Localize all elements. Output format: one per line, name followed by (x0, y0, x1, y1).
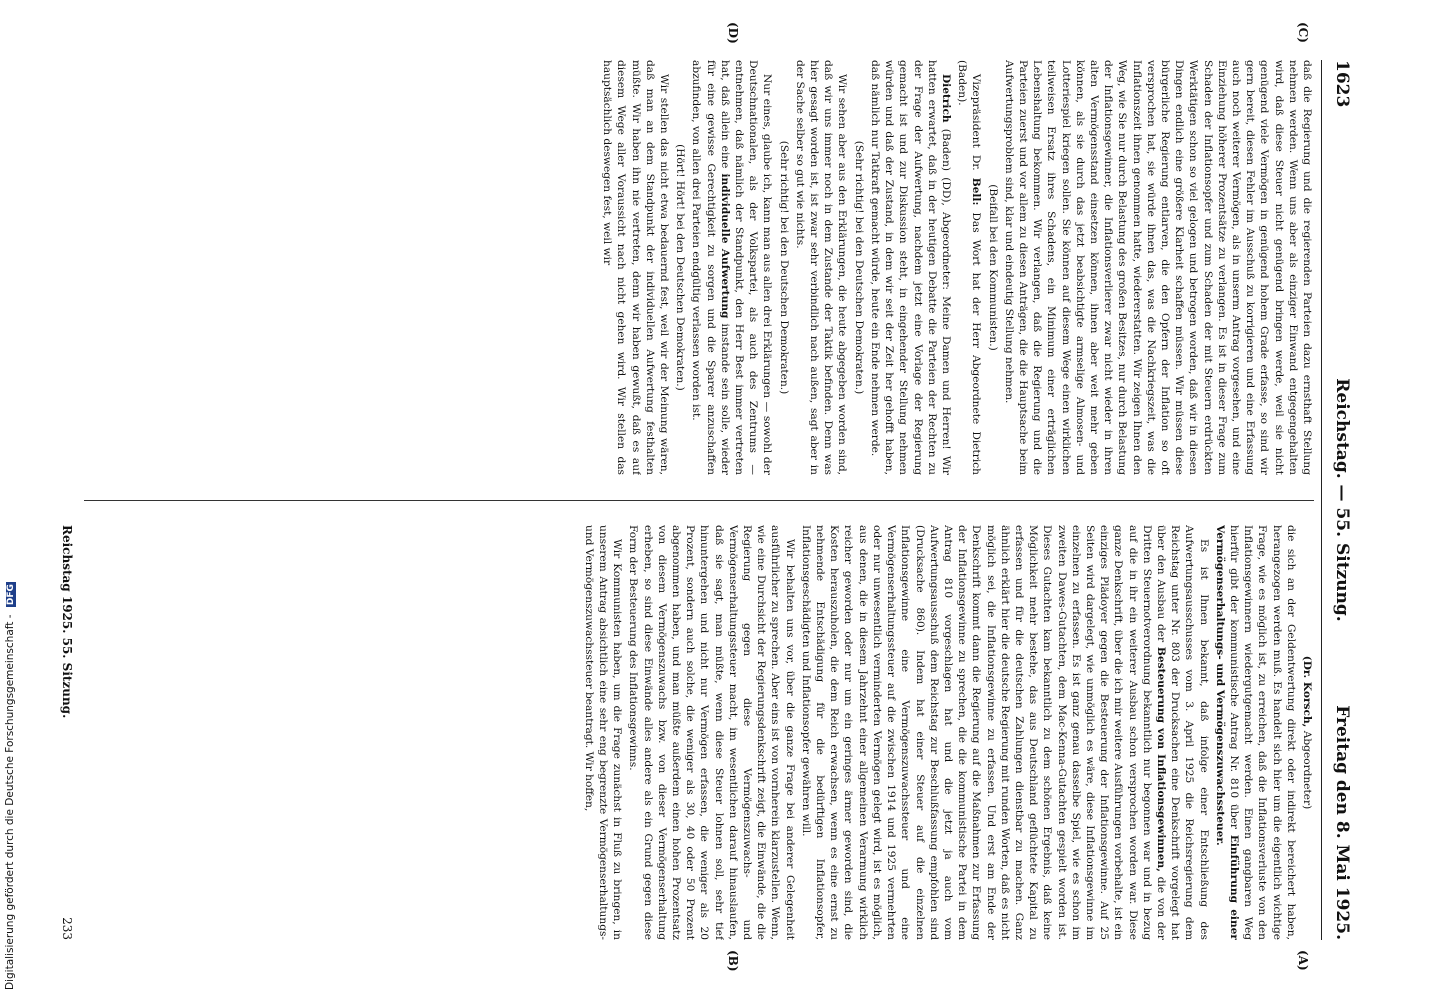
speech-text: Nur eines, glaube ich, kann man aus allen drei Erklärungen — sowohl der Deutschnationalen, als der Volkspartei, als auch des Zentrums — entnehmen, daß nämlich der Standpunkt, den Herr Best immer vertreten hat, daß allein eine (718, 60, 774, 475)
page-footer (54, 525, 74, 940)
emphasized-term: individuelle Aufwertung (718, 173, 731, 319)
page-title: Reichstag. — 55. Sitzung. (1332, 378, 1352, 622)
speech-text: die sich an der Geldentwertung direkt oder indirekt bereichert haben, herangezogen werden muß. Es handelt sich hier um die eigentlich wichtige Frage, wie es möglich ist, zu erreichen, daß die Inflationsverluste von den Inflationsgewinnern wiedergutgemacht werden. Einen gangbaren Weg hierfür gibt der kommunistische Antrag Nr. 810 über (1227, 525, 1297, 940)
speaker-affiliation: (Baden) (DD), Abgeordneter: (939, 128, 952, 290)
margin-marker-a: (A) (1296, 950, 1310, 971)
footer-page-number: 233 (60, 917, 74, 940)
column-divider (84, 500, 1314, 501)
applause-note: (Beifall bei den Kommunisten.) (986, 184, 999, 351)
speech-start (868, 60, 953, 475)
speech-text: Meine Damen und Herren! Wir hatten erwartet, daß in der heutigen Debatte die Parteien der Rechten zu der Frage der Aufwertung, nachdem jetzt eine Vorlage der Regierung gemacht ist und zur Diskussion steht, in eingehender Stellung nehmen würden und daß der Zustand, in dem wir seit der Zeit her gehofft haben, daß nämlich nur Tatkraft gemacht würde, heute ein Ende nehmen werde. (868, 60, 952, 475)
speaker-ref-role: Abgeordneter) (1301, 730, 1313, 810)
paragraph (799, 525, 1211, 940)
paragraph: Wir sehen aber aus den Erklärungen, die heute abgegeben worden sind, daß wir uns immer noch in dem Zustande der Taktik befinden. Denn was hier gesagt worden ist, ist zwar sehr verbindlich nach außen, sagt aber in der Sache selber so gut wie nichts. (793, 60, 849, 475)
dfg-logo: DFG (6, 584, 16, 606)
margin-marker-b: (B) (726, 950, 740, 972)
paragraph: Wir stellen das nicht etwa bedauernd fest, weil wir der Meinung wären, daß man an dem Standpunkt der individuellen Aufwertung festhalten müßte. Wir haben ihn nie vertreten, denn wir haben gewußt, daß es auf diesem Wege aller Voraussicht nach nicht gehen wird. Wir stellen das hauptsächlich deswegen fest, weil wir (601, 60, 671, 475)
presiding-title: Vizepräsident Dr. (970, 74, 983, 171)
page-number: 1623 (1332, 60, 1352, 108)
speech-text: Es ist Ihnen bekannt, daß infolge einer Entschließung des Aufwertungsausschusses vom 3. April 1925 die Reichsregierung dem Reichstag unter Nr. 803 der Drucksachen eine Denkschrift vorgelegt hat über den Ausbau der (1154, 525, 1210, 940)
credit-text: Digitalisierung gefördert durch die Deutsche Forschungsgemeinschaft - (4, 614, 16, 990)
footer-session: Reichstag 1925. 55. Sitzung. (60, 525, 74, 719)
interjection: (Sehr richtig! bei den Deutschen Demokraten.) (777, 140, 790, 395)
page-header (1324, 60, 1352, 940)
paragraph (689, 60, 774, 475)
presiding-name: Bell: (970, 177, 983, 206)
paragraph: Wir Kommunisten haben, um die Frage zunächst in Fluß zu bringen, in unserem Antrag absichtlich eine sehr eng begrenzte Vermögenserhaltungs- und Vermögenszuwachssteuer beantragt. Wir hoffen, (582, 525, 624, 940)
speaker-reference (1300, 525, 1314, 940)
presiding-statement (955, 60, 983, 475)
margin-marker-c: (C) (1296, 22, 1310, 43)
digitization-credit (4, 584, 26, 990)
emphasized-term: Einführung einer Vermögenserhaltungs- und Vermögenszuwachssteuer. (1213, 525, 1240, 940)
margin-marker-d: (D) (726, 22, 740, 44)
emphasized-term: Besteuerung von Inflationsgewinnen, (1154, 646, 1167, 872)
speech-text: imstande sein solle, wieder für eine gewisse Gerechtigkeit zu sorgen und die Sparer anzuschaffen abzufinden, von allen drei Parteien endgültig verlassen worden ist. (690, 60, 731, 475)
speaker-name: Dietrich (939, 74, 952, 123)
speech-text: die von der Dritten Steuernotverordnung bekanntlich nur begonnen war und in bezug auf die in ihr ein weiterer Ausbau schon versprochen worden war. Diese ganze Denkschrift, über die ich mir weitere Ausführungen vorbehalte, ist ein einziges Plädoyer gegen die Besteuerung der Inflationsgewinne. Auf 25 Seiten wird dargelegt, wie unmöglich es wäre, diese Inflationsgewinne im einzelnen zu erfassen. Es ist ganz genau dasselbe Spiel, wie es schon im zweiten Dawes-Gutachten, dem Mac-Kenna-Gutachten gespielt worden ist. Dieses Gutachten kam bekanntlich zu dem schönen Ergebnis, daß keine Möglichkeit mehr bestehe, das aus Deutschland geflüchtete Kapital zu erfassen und für die deutschen Zahlungen dienstbar zu machen. Ganz ähnlich erklärt hier die deutsche Regierung mit runden Worten, daß es nicht möglich sei, die Inflationsgewinne zu erfassen. Und erst am Ende der Denkschrift kommt dann die Regierung auf die Maßnahmen zur Erfassung der Inflationsgewinne zu sprechen, die die kommunistische Partei in dem Antrag 810 vorgeschlagen hat und die jetzt ja auch vom Aufwertungsausschuß dem Reichstag zur Beschlußfassung empfohlen sind (Drucksache 860). Indem hat einer Steuer auf die einzelnen Inflationsgewinne eine Vermögenszuwachssteuer und eine Vermögenserhaltungssteuer auf die zwischen 1914 und 1925 vermehrten oder nur unwesentlich verminderten Vermögen gelegt wird, ist es möglich, aus denen, die in diesem Jahrzehnt einer allgemeinen Verarmung wirklich reicher geworden oder nur um ein geringes ärmer geworden sind, die Kosten herauszuholen, die dem Reich erwachsen, wenn es eine ernst zu nehmende Entschädigung für die bedürftigen Inflationsopfer, Inflationsgeschädigten und Inflationsopfer gewähren will. (799, 525, 1167, 940)
page-date: Freitag den 8. Mai 1925. (1332, 705, 1352, 940)
interjection: (Sehr richtig! bei den Deutschen Demokraten.) (852, 140, 865, 395)
interjection: (Hört! Hört! bei den Deutschen Demokraten.) (674, 144, 687, 391)
header-rule (1321, 60, 1322, 940)
paragraph (1213, 525, 1298, 940)
paragraph: Wir behalten uns vor, über die ganze Frage bei anderer Gelegenheit ausführlicher zu sprechen. Aber eins ist von vornherein klarzustellen. Wenn, wie eine Durchsicht der Regierungsdenkschrift zeigt, die Einwände, die die Regierung gegen diese Vermögenszuwachs- und Vermögenserhaltungssteuer macht, im wesentlichen darauf hinauslaufen, daß sie sagt, man müßte, wenn diese Steuer lohnen soll, sehr tief hinuntergehen und nicht nur Vermögen erfassen, die weniger als 20 Prozent, sondern auch solche, die weniger als 30, 40 oder 50 Prozent abgenommen haben, und man müßte außerdem einen hohen Prozentsatz von diesem Vermögenszuwachs bzw. von dieser Vermögenserhaltung erheben, so sind diese Einwände alles andere als ein Grund gegen diese Form der Besteuerung des Inflationsgewinns. (627, 525, 796, 940)
text-column-left (84, 60, 1314, 475)
paragraph: daß die Regierung und die regierenden Parteien dazu ernsthaft Stellung nehmen werden. Wenn uns aber als einziger Einwand entgegengehalten wird, daß diese Steuer nicht genügend bringen werde, weil sie nicht genügend viele Vermögen in genügend hohem Grade erfasse, so sind wir gern bereit, diesen Fehler im Ausschuß zu korrigieren und eine Erfassung auch noch weiterer Vermögen, als in unserm Antrag vorgesehen, und eine Einziehung höherer Prozentsätze zu verlangen. Es ist in dieser Frage zum Schaden der Inflationsopfer und zum Schaden der mit Steuern erdrückten Werktätigen schon so viel gelogen und betrogen worden, daß wir in diesen Dingen endlich eine größere Klarheit schaffen müssen. Wir müssen diese bürgerliche Regierung entlarven, die den Opfern der Inflation so oft versprochen hat, sie würde ihnen das, was die Nachkriegszeit, was die Inflationszeit ihnen genommen hatte, wiedererstatten. Wir zeigen Ihnen den Weg, wie Sie nur durch Belastung des großen Besitzes, nur durch Belastung der Inflationsgewinner, die Inflationsverlierer zwar nicht wieder in ihren alten Vermögensstand einsetzen können, ihnen aber weit mehr geben können, als sie durch das jetzt beabsichtigte armselige Almosen- und Lotteriespiel kriegen sollen. Sie können auf diesem Wege einen wirklichen teilweisen Ersatz ihres Schadens, ein Minimum einer erträglichen Lebenshaltung bekommen. Wir verlangen, daß die Regierung und die Parteien zuerst und vor allem zu diesen Anträgen, die die Hauptsache beim Aufwertungsproblem sind, klar und eindeutig Stellung nehmen. (1002, 60, 1313, 475)
text-column-right (84, 525, 1314, 940)
presiding-text: Das Wort hat der Herr Abgeordnete Dietrich (Baden). (956, 60, 983, 475)
speaker-ref-name: (Dr. Korsch, (1301, 655, 1313, 728)
